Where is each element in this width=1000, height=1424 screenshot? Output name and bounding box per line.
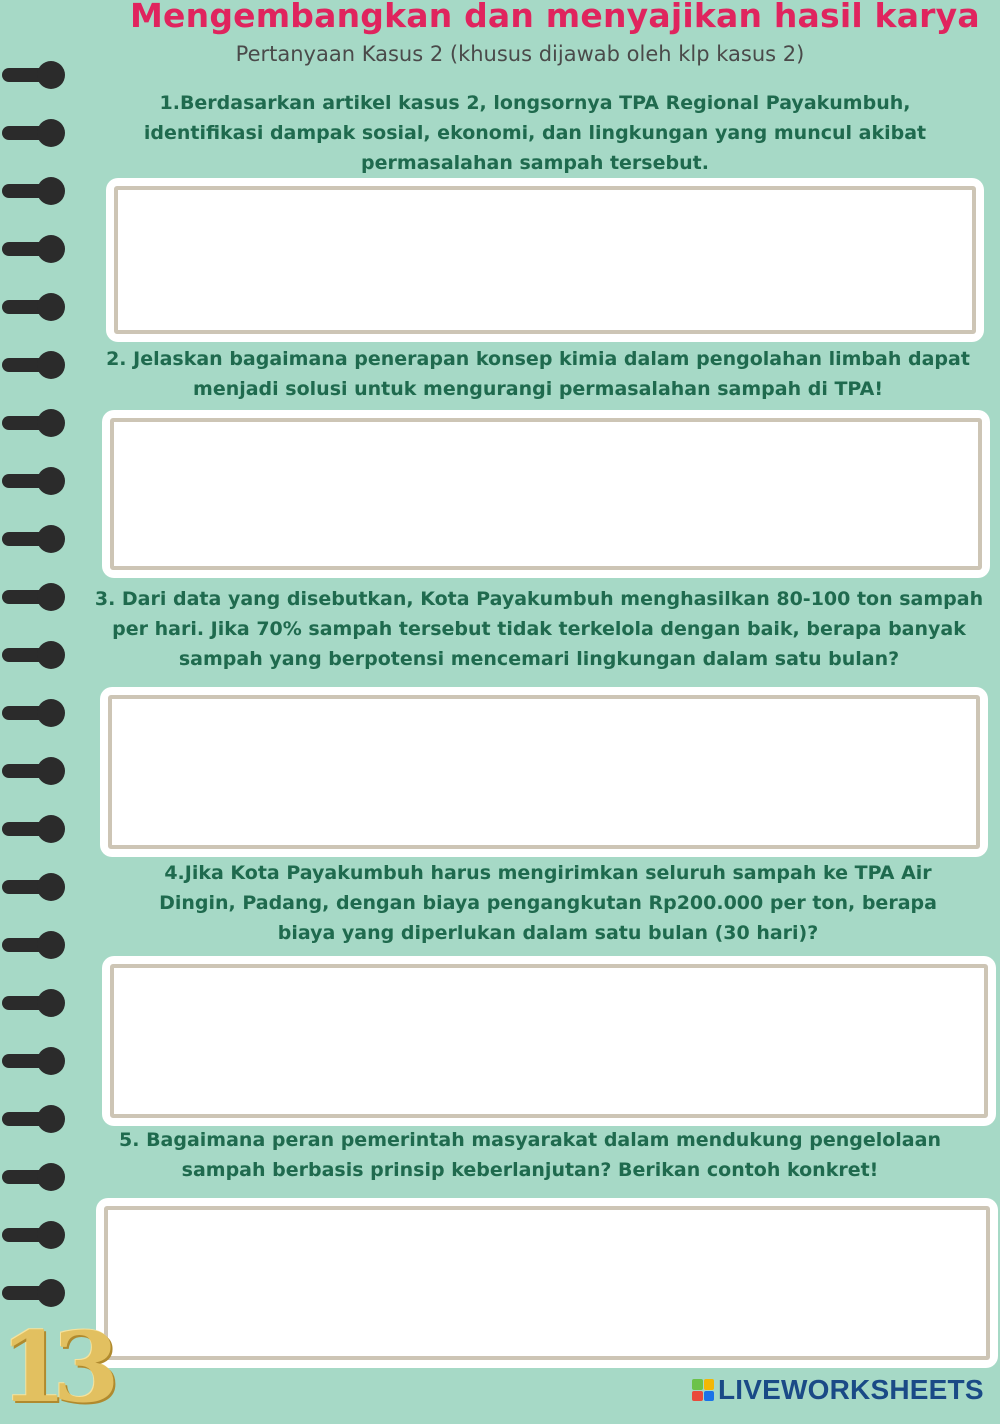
question-3-text: 3. Dari data yang disebutkan, Kota Payakumbuh menghasilkan 80-100 ton sampah per hari. Jika 70% sampah tersebut tidak terkelola dengan baik, berapa banyak sampah yang berpotensi mencemari lingkungan dalam satu bulan? — [94, 588, 984, 670]
ring-hole — [37, 467, 65, 495]
binding-ring — [0, 1218, 70, 1252]
answer-5-container — [96, 1198, 998, 1368]
page-number: 13 — [0, 1311, 106, 1424]
ring-hole — [37, 409, 65, 437]
answer-5-input[interactable] — [104, 1206, 990, 1360]
binding-ring — [0, 1044, 70, 1078]
binding-ring — [0, 464, 70, 498]
binding-ring — [0, 696, 70, 730]
logo-tile-4 — [704, 1391, 715, 1402]
ring-hole — [37, 989, 65, 1017]
answer-3-input[interactable] — [108, 695, 980, 849]
liveworksheets-brand[interactable] — [692, 1372, 992, 1408]
ring-hole — [37, 815, 65, 843]
liveworksheets-logo-icon — [692, 1379, 714, 1401]
answer-2-input[interactable] — [110, 418, 982, 570]
answer-4-input[interactable] — [110, 964, 988, 1118]
ring-hole — [37, 61, 65, 89]
binding-ring — [0, 290, 70, 324]
ring-hole — [37, 351, 65, 379]
ring-hole — [37, 1279, 65, 1307]
binding-ring — [0, 232, 70, 266]
ring-hole — [37, 931, 65, 959]
ring-hole — [37, 119, 65, 147]
binding-ring — [0, 638, 70, 672]
binding-ring — [0, 928, 70, 962]
binding-ring — [0, 986, 70, 1020]
binding-ring — [0, 754, 70, 788]
answer-1-container — [106, 178, 984, 342]
ring-hole — [37, 583, 65, 611]
ring-hole — [37, 641, 65, 669]
answer-4-container — [102, 956, 996, 1126]
binding-ring — [0, 116, 70, 150]
logo-tile-2 — [704, 1379, 715, 1390]
brand-text: LIVEWORKSHEETS — [718, 1374, 984, 1405]
answer-1-input[interactable] — [114, 186, 976, 334]
logo-tile-3 — [692, 1391, 703, 1402]
ring-hole — [37, 1047, 65, 1075]
binding-ring — [0, 870, 70, 904]
binding-ring — [0, 58, 70, 92]
ring-hole — [37, 1105, 65, 1133]
binding-ring — [0, 580, 70, 614]
binding-ring — [0, 1276, 70, 1310]
question-5-text: 5. Bagaimana peran pemerintah masyarakat dalam mendukung pengelolaan sampah berbasis prinsip keberlanjutan? Berikan contoh konkret! — [119, 1129, 941, 1181]
question-4-text: 4.Jika Kota Payakumbuh harus mengirimkan seluruh sampah ke TPA Air Dingin, Padang, dengan biaya pengangkutan Rp200.000 per ton, berapa biaya yang diperlukan dalam satu bulan (30 hari)? — [159, 862, 937, 944]
ring-hole — [37, 1163, 65, 1191]
binding-ring — [0, 406, 70, 440]
binding-ring — [0, 174, 70, 208]
question-1-text: 1.Berdasarkan artikel kasus 2, longsornya TPA Regional Payakumbuh, identifikasi dampak sosial, ekonomi, dan lingkungan yang muncul akibat permasalahan sampah tersebut. — [143, 92, 927, 174]
page-title: Mengembangkan dan menyajikan hasil karya — [130, 0, 980, 35]
answer-3-container — [100, 687, 988, 857]
binding-ring — [0, 1160, 70, 1194]
ring-hole — [37, 873, 65, 901]
ring-hole — [37, 235, 65, 263]
page-subtitle: Pertanyaan Kasus 2 (khusus dijawab oleh klp kasus 2) — [235, 42, 805, 66]
binding-ring — [0, 1102, 70, 1136]
ring-hole — [37, 525, 65, 553]
binding-ring — [0, 812, 70, 846]
ring-hole — [37, 293, 65, 321]
answer-2-container — [102, 410, 990, 578]
ring-hole — [37, 177, 65, 205]
logo-tile-1 — [692, 1379, 703, 1390]
binding-ring — [0, 348, 70, 382]
ring-hole — [37, 699, 65, 727]
question-2-text: 2. Jelaskan bagaimana penerapan konsep kimia dalam pengolahan limbah dapat menjadi solusi untuk mengurangi permasalahan sampah di TPA! — [106, 348, 970, 400]
ring-hole — [37, 1221, 65, 1249]
ring-hole — [37, 757, 65, 785]
binding-ring — [0, 522, 70, 556]
